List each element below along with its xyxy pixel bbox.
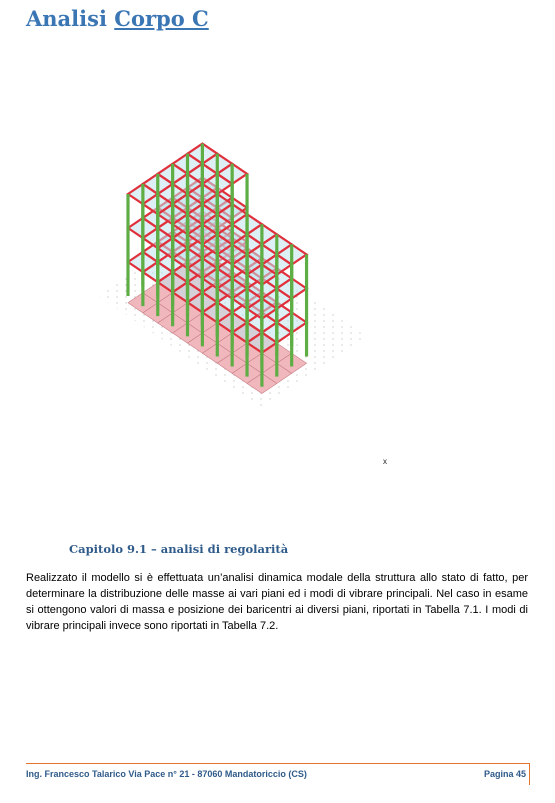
building-model (98, 144, 366, 407)
footer-address: Ing. Francesco Talarico Via Pace n° 21 - 87060 Mandatoriccio (CS) (26, 769, 307, 779)
title-link[interactable]: Corpo C (114, 6, 209, 31)
section-heading: Capitolo 9.1 – analisi di regolarità (69, 542, 289, 556)
structural-model-figure (80, 110, 480, 480)
title-word: Analisi (26, 6, 107, 31)
page-number: Pagina 45 (484, 769, 527, 779)
body-paragraph: Realizzato il modello si è effettuata un’analisi dinamica modale della struttura allo stato di fatto, per determinare la distribuzione delle masse ai vari piani ed i modi di vibrare principali. Nel caso in esame si ottengono valori di massa e posizione dei baricentri ai diversi piani, riportati in Tabella 7.1. I modi di vibrare principali invece sono riportati in Tabella 7.2. (26, 572, 528, 632)
footer-rule (26, 763, 529, 764)
footer-rule-vertical (529, 763, 530, 785)
page-title (26, 6, 209, 31)
axis-label: x (383, 457, 387, 466)
